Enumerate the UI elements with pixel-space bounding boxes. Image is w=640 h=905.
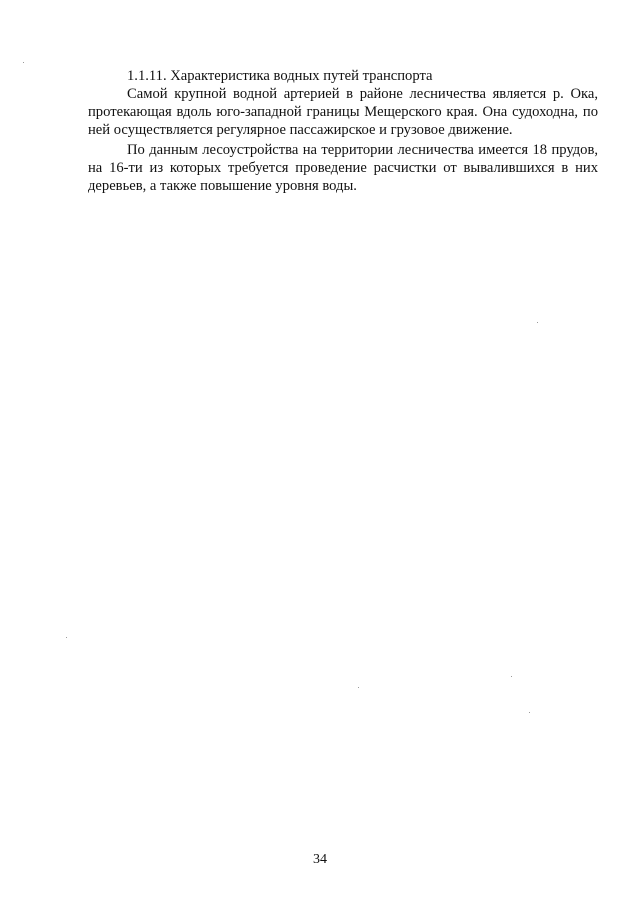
section-heading: 1.1.11. Характеристика водных путей транспорта (127, 68, 433, 84)
scan-speck (66, 637, 67, 638)
text-block (88, 67, 598, 195)
paragraph-oka-river: Самой крупной водной артерией в районе лесничества является р. Ока, протекающая вдоль юго-западной границы Мещерского края. Она судоходна, по ней осуществляется регулярное пассажирское и грузовое движение. (88, 86, 598, 138)
scan-speck (358, 687, 359, 688)
scan-speck (511, 676, 512, 677)
scan-speck (23, 62, 24, 63)
paragraph-ponds: По данным лесоустройства на территории лесничества имеется 18 прудов, на 16-ти из которых требуется проведение расчистки от вывалившихся в них деревьев, а также повышение уровня воды. (88, 142, 598, 194)
page-number: 34 (313, 852, 327, 867)
scan-speck (529, 712, 530, 713)
scan-speck (537, 322, 538, 323)
